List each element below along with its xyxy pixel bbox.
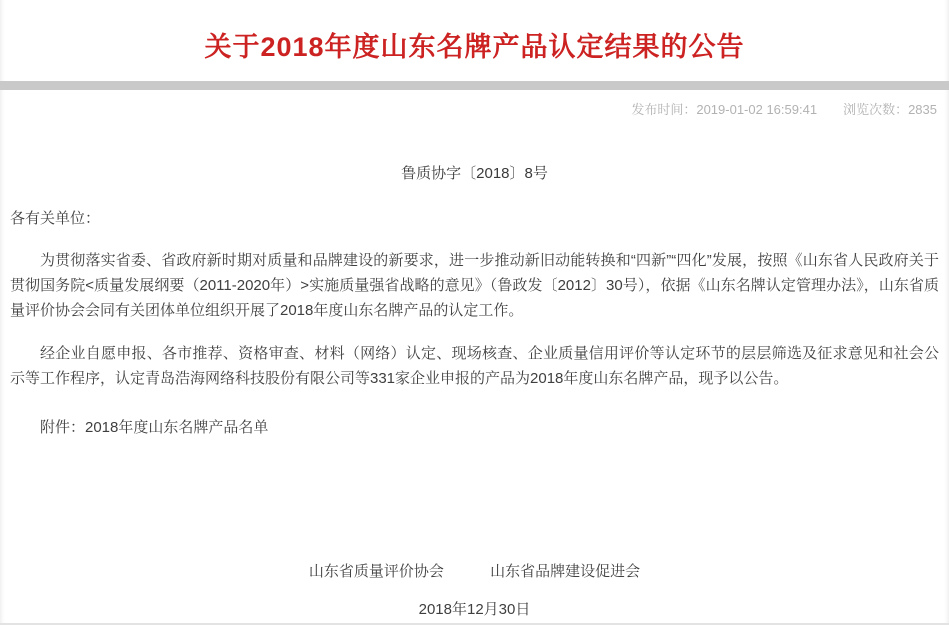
publish-time-label: 发布时间：	[631, 102, 697, 117]
body-paragraph: 经企业自愿申报、各市推荐、资格审查、材料（网络）认定、现场核查、企业质量信用评价等认定环节的层层筛选及征求意见和社会公示等工作程序，认定青岛浩海网络科技股份有限公司等331家企业申报的产品为2018年度山东名牌产品，现予以公告。	[10, 345, 939, 387]
meta-row	[0, 101, 949, 118]
views-value: 2835	[908, 102, 937, 117]
signature-row	[0, 562, 949, 582]
signature-org: 山东省品牌建设促进会	[490, 563, 641, 580]
views-label: 浏览次数：	[843, 102, 909, 117]
document-number: 鲁质协字〔2018〕8号	[401, 165, 548, 182]
body-paragraph: 为贯彻落实省委、省政府新时期对质量和品牌建设的新要求，进一步推动新旧动能转换和“四新”“四化”发展，按照《山东省人民政府关于贯彻国务院<质量发展纲要（2011-2020年）>实施质量强省战略的意见》（鲁政发〔2012〕30号），依据《山东名牌认定管理办法》，山东省质量评价协会会同有关团体单位组织开展了2018年度山东名牌产品的认定工作。	[10, 252, 939, 319]
page-title: 关于2018年度山东名牌产品认定结果的公告	[204, 32, 745, 62]
document-body	[0, 208, 949, 439]
divider-bar	[0, 81, 949, 90]
salutation: 各有关单位：	[10, 210, 101, 227]
publish-time-value: 2019-01-02 16:59:41	[696, 102, 818, 117]
attachment-line: 附件：2018年度山东名牌产品名单	[40, 419, 269, 436]
signature-org: 山东省质量评价协会	[308, 563, 444, 580]
document-date: 2018年12月30日	[418, 601, 531, 618]
